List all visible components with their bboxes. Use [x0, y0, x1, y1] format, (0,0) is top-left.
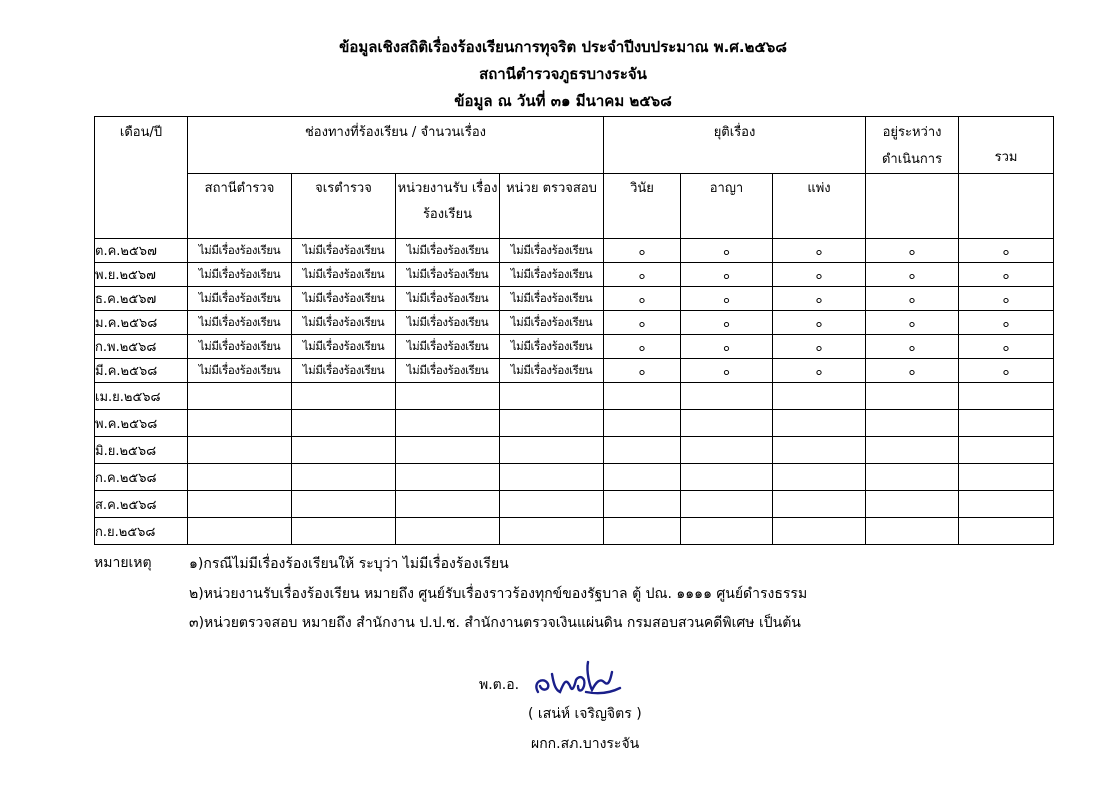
month-cell: พ.ค.๒๕๖๘: [95, 410, 188, 437]
count-cell: [773, 518, 866, 545]
channel-cell: ไม่มีเรื่องร้องเรียน: [396, 287, 500, 311]
channel-cell: ไม่มีเรื่องร้องเรียน: [292, 335, 396, 359]
count-cell: ๐: [681, 335, 773, 359]
channel-cell: ไม่มีเรื่องร้องเรียน: [500, 287, 604, 311]
channel-cell: ไม่มีเรื่องร้องเรียน: [396, 335, 500, 359]
count-cell: [681, 410, 773, 437]
count-cell: [866, 518, 959, 545]
document-header: [0, 34, 1116, 115]
document-title: ข้อมูลเชิงสถิติเรื่องร้องเรียนการทุจริต ประจำปีงบประมาณ พ.ศ.๒๕๖๘: [339, 38, 787, 56]
channel-cell: ไม่มีเรื่องร้องเรียน: [292, 263, 396, 287]
month-cell: มี.ค.๒๕๖๘: [95, 359, 188, 383]
table-row: [95, 239, 1054, 263]
table-row: [95, 464, 1054, 491]
month-cell: ธ.ค.๒๕๖๗: [95, 287, 188, 311]
count-cell: ๐: [866, 263, 959, 287]
channel-cell: ไม่มีเรื่องร้องเรียน: [500, 335, 604, 359]
complaint-statistics-table: [94, 116, 1054, 545]
channel-cell: [396, 383, 500, 410]
channel-cell: [188, 383, 292, 410]
channel-cell: ไม่มีเรื่องร้องเรียน: [500, 239, 604, 263]
count-cell: ๐: [773, 335, 866, 359]
count-cell: ๐: [773, 287, 866, 311]
count-cell: [604, 464, 681, 491]
channel-cell: ไม่มีเรื่องร้องเรียน: [396, 239, 500, 263]
month-cell: มิ.ย.๒๕๖๘: [95, 437, 188, 464]
as-of-date: ข้อมูล ณ วันที่ ๓๑ มีนาคม ๒๕๖๘: [454, 92, 672, 110]
count-cell: ๐: [773, 359, 866, 383]
table-row: [95, 491, 1054, 518]
count-cell: [681, 383, 773, 410]
count-cell: [604, 437, 681, 464]
month-cell: ก.พ.๒๕๖๘: [95, 335, 188, 359]
count-cell: [866, 464, 959, 491]
count-cell: ๐: [959, 239, 1054, 263]
table-row: [95, 311, 1054, 335]
header-channels-group: ช่องทางที่ร้องเรียน / จำนวนเรื่อง: [188, 117, 604, 174]
table-row: [95, 518, 1054, 545]
count-cell: ๐: [604, 239, 681, 263]
header-month: เดือน/ปี: [95, 117, 188, 239]
count-cell: [959, 518, 1054, 545]
count-cell: [604, 518, 681, 545]
channel-cell: [188, 464, 292, 491]
header-total: รวม: [959, 117, 1054, 174]
note-line: ๒)หน่วยงานรับเรื่องร้องเรียน หมายถึง ศูนย์รับเรื่องราวร้องทุกข์ของรัฐบาล ตู้ ปณ. ๑๑๑๑ ศูนย์ดำรงธรรม: [189, 586, 808, 602]
header-blank-2: [959, 174, 1054, 239]
count-cell: ๐: [681, 287, 773, 311]
channel-cell: [500, 518, 604, 545]
channel-cell: [292, 383, 396, 410]
count-cell: ๐: [773, 239, 866, 263]
month-cell: ก.ย.๒๕๖๘: [95, 518, 188, 545]
count-cell: ๐: [866, 311, 959, 335]
count-cell: ๐: [604, 287, 681, 311]
handwritten-signature: [530, 652, 622, 698]
channel-cell: ไม่มีเรื่องร้องเรียน: [500, 311, 604, 335]
count-cell: [773, 464, 866, 491]
channel-cell: [188, 410, 292, 437]
channel-cell: ไม่มีเรื่องร้องเรียน: [292, 359, 396, 383]
channel-cell: [292, 491, 396, 518]
station-name: สถานีตำรวจภูธรบางระจัน: [479, 65, 647, 83]
channel-cell: [396, 491, 500, 518]
channel-cell: [188, 437, 292, 464]
channel-cell: [396, 464, 500, 491]
count-cell: [773, 491, 866, 518]
count-cell: ๐: [959, 359, 1054, 383]
channel-cell: [292, 410, 396, 437]
month-cell: ม.ค.๒๕๖๘: [95, 311, 188, 335]
month-cell: พ.ย.๒๕๖๗: [95, 263, 188, 287]
count-cell: [681, 491, 773, 518]
channel-cell: ไม่มีเรื่องร้องเรียน: [188, 335, 292, 359]
channel-cell: [188, 491, 292, 518]
table-row: [95, 359, 1054, 383]
note-line: ๑)กรณีไม่มีเรื่องร้องเรียนให้ ระบุว่า ไม่มีเรื่องร้องเรียน: [189, 556, 509, 572]
count-cell: ๐: [604, 359, 681, 383]
count-cell: ๐: [681, 311, 773, 335]
count-cell: [959, 491, 1054, 518]
signer-name: ( เสน่ห์ เจริญจิตร ): [528, 706, 642, 722]
count-cell: ๐: [681, 263, 773, 287]
count-cell: ๐: [959, 263, 1054, 287]
count-cell: ๐: [866, 287, 959, 311]
header-channel-audit-unit: หน่วย ตรวจสอบ: [500, 174, 604, 239]
channel-cell: ไม่มีเรื่องร้องเรียน: [500, 359, 604, 383]
channel-cell: ไม่มีเรื่องร้องเรียน: [292, 311, 396, 335]
header-channel-complaint-agency: หน่วยงานรับ เรื่องร้องเรียน: [396, 174, 500, 239]
count-cell: ๐: [604, 311, 681, 335]
table-row: [95, 410, 1054, 437]
channel-cell: [500, 437, 604, 464]
count-cell: ๐: [773, 263, 866, 287]
count-cell: [959, 437, 1054, 464]
count-cell: ๐: [681, 239, 773, 263]
channel-cell: [500, 410, 604, 437]
count-cell: ๐: [866, 239, 959, 263]
channel-cell: ไม่มีเรื่องร้องเรียน: [500, 263, 604, 287]
header-blank-1: [866, 174, 959, 239]
count-cell: [866, 410, 959, 437]
count-cell: ๐: [866, 359, 959, 383]
count-cell: ๐: [959, 311, 1054, 335]
channel-cell: ไม่มีเรื่องร้องเรียน: [188, 287, 292, 311]
channel-cell: [292, 518, 396, 545]
header-resolved-civil: แพ่ง: [773, 174, 866, 239]
count-cell: [866, 491, 959, 518]
channel-cell: ไม่มีเรื่องร้องเรียน: [188, 263, 292, 287]
count-cell: [604, 491, 681, 518]
month-cell: ส.ค.๒๕๖๘: [95, 491, 188, 518]
note-line: ๓)หน่วยตรวจสอบ หมายถึง สำนักงาน ป.ป.ช. สำนักงานตรวจเงินแผ่นดิน กรมสอบสวนคดีพิเศษ เป็นต้น: [189, 615, 801, 631]
count-cell: [959, 383, 1054, 410]
notes-label: หมายเหตุ: [94, 555, 152, 571]
header-resolved-discipline: วินัย: [604, 174, 681, 239]
count-cell: [773, 383, 866, 410]
count-cell: [773, 410, 866, 437]
count-cell: [959, 464, 1054, 491]
signer-position: ผกก.สภ.บางระจัน: [531, 736, 640, 752]
count-cell: [866, 383, 959, 410]
table-row: [95, 437, 1054, 464]
table-row: [95, 383, 1054, 410]
count-cell: [681, 437, 773, 464]
channel-cell: [500, 383, 604, 410]
count-cell: ๐: [773, 311, 866, 335]
header-channel-inspector: จเรตำรวจ: [292, 174, 396, 239]
count-cell: [604, 383, 681, 410]
channel-cell: ไม่มีเรื่องร้องเรียน: [188, 239, 292, 263]
channel-cell: ไม่มีเรื่องร้องเรียน: [292, 287, 396, 311]
channel-cell: [396, 518, 500, 545]
count-cell: [866, 437, 959, 464]
channel-cell: [396, 437, 500, 464]
count-cell: ๐: [604, 335, 681, 359]
count-cell: ๐: [959, 335, 1054, 359]
channel-cell: ไม่มีเรื่องร้องเรียน: [188, 311, 292, 335]
channel-cell: ไม่มีเรื่องร้องเรียน: [188, 359, 292, 383]
count-cell: ๐: [681, 359, 773, 383]
channel-cell: ไม่มีเรื่องร้องเรียน: [292, 239, 396, 263]
count-cell: [959, 410, 1054, 437]
month-cell: ก.ค.๒๕๖๘: [95, 464, 188, 491]
header-resolved-criminal: อาญา: [681, 174, 773, 239]
table-row: [95, 263, 1054, 287]
count-cell: [604, 410, 681, 437]
table-row: [95, 287, 1054, 311]
channel-cell: [188, 518, 292, 545]
count-cell: [681, 464, 773, 491]
channel-cell: [500, 464, 604, 491]
table-row: [95, 335, 1054, 359]
count-cell: ๐: [959, 287, 1054, 311]
header-resolved-group: ยุติเรื่อง: [604, 117, 866, 174]
channel-cell: ไม่มีเรื่องร้องเรียน: [396, 263, 500, 287]
channel-cell: [292, 464, 396, 491]
count-cell: ๐: [866, 335, 959, 359]
channel-cell: ไม่มีเรื่องร้องเรียน: [396, 359, 500, 383]
channel-cell: ไม่มีเรื่องร้องเรียน: [396, 311, 500, 335]
count-cell: [773, 437, 866, 464]
channel-cell: [292, 437, 396, 464]
channel-cell: [396, 410, 500, 437]
count-cell: [681, 518, 773, 545]
signer-rank: พ.ต.อ.: [479, 677, 520, 693]
channel-cell: [500, 491, 604, 518]
month-cell: เม.ย.๒๕๖๘: [95, 383, 188, 410]
count-cell: ๐: [604, 263, 681, 287]
header-in-progress: อยู่ระหว่าง ดำเนินการ: [866, 117, 959, 174]
header-channel-police-station: สถานีตำรวจ: [188, 174, 292, 239]
month-cell: ต.ค.๒๕๖๗: [95, 239, 188, 263]
